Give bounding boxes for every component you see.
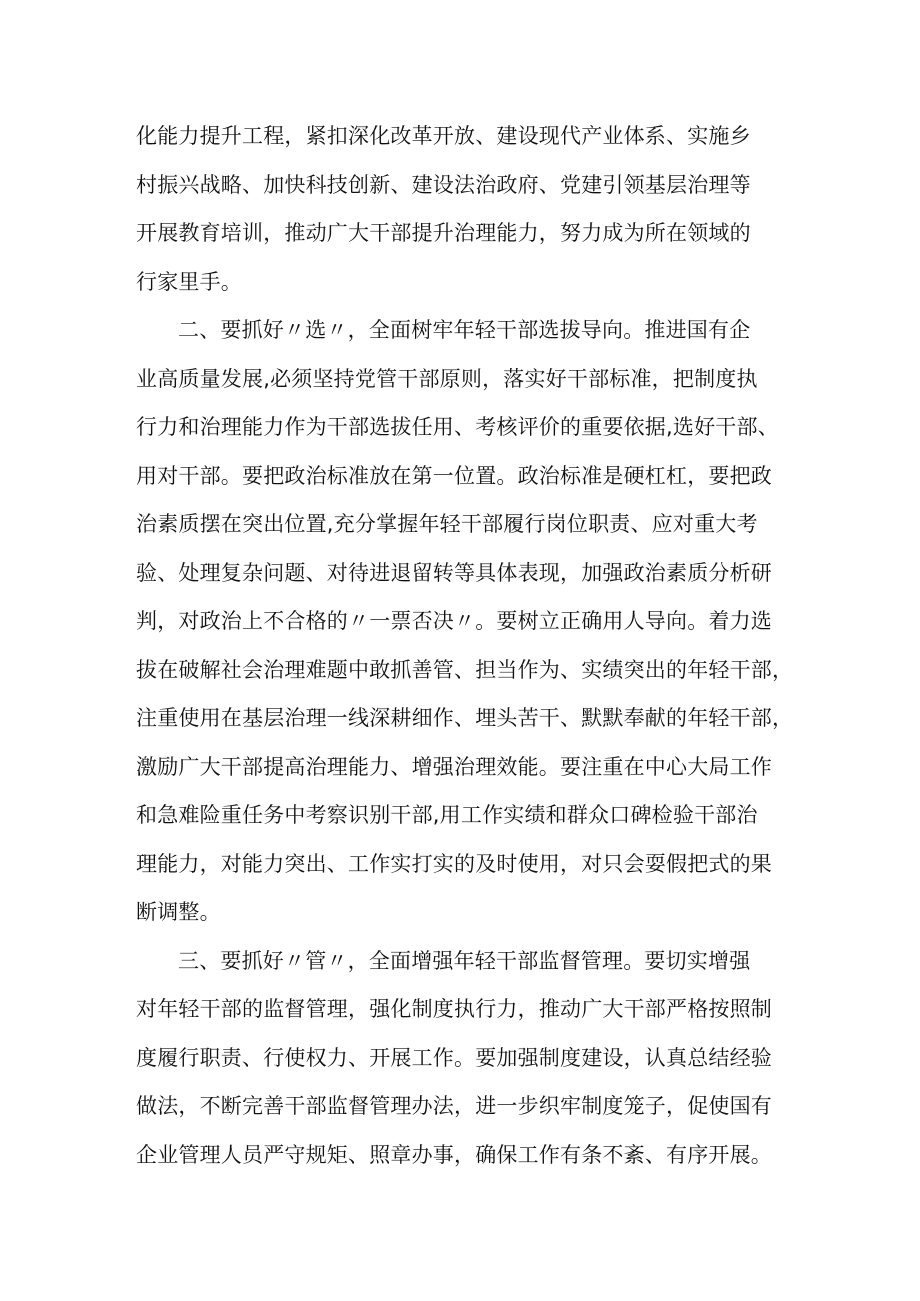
text-line: 判，对政治上不合格的〃一票否决〃。要树立正确用人导向。着力选 [136,609,772,633]
text-line: 二、要抓好〃选〃，全面树牢年轻干部选拔导向。推进国有企 [178,318,751,342]
text-line: 村振兴战略、加快科技创新、建设法治政府、党建引领基层治理等 [136,172,751,197]
text-line: 治素质摆在突出位置,充分掌握年轻干部履行岗位职责、应对重大考 [136,512,758,536]
document-body [136,112,796,1179]
paragraph-continued [136,112,796,306]
text-line: 行力和治理能力作为干部选拔任用、考核评价的重要依据,选好干部、 [136,415,779,439]
text-line: 行家里手。 [136,269,242,294]
text-line: 三、要抓好〃管〃，全面增强年轻干部监督管理。要切实增强 [178,948,751,973]
text-line: 和急难险重任务中考察识别干部,用工作实绩和群众口碑检验干部治 [136,803,758,827]
text-line: 注重使用在基层治理一线深耕细作、埋头苦干、默默奉献的年轻干部， [136,706,794,730]
paragraph-section-three [136,937,796,1180]
text-line: 业高质量发展,必须坚持党管干部原则，落实好干部标准，把制度执 [136,366,758,391]
text-line: 做法，不断完善干部监督管理办法，进一步织牢制度笼子，促使国有 [136,1094,772,1118]
text-line: 激励广大干部提高治理能力、增强治理效能。要注重在中心大局工作 [136,754,772,779]
text-line: 拔在破解社会治理难题中敢抓善管、担当作为、实绩突出的年轻干部， [136,657,794,682]
text-line: 验、处理复杂问题、对待进退留转等具体表现，加强政治素质分析研 [136,560,772,585]
text-line: 断调整。 [136,900,221,924]
paragraph-section-two [136,306,796,937]
text-line: 对年轻干部的监督管理，强化制度执行力，推动广大干部严格按照制 [136,997,772,1021]
text-line: 用对干部。要把政治标准放在第一位置。政治标准是硬杠杠，要把政 [136,463,772,488]
text-line: 理能力，对能力突出、工作实打实的及时使用，对只会耍假把式的果 [136,851,772,876]
text-line: 度履行职责、行使权力、开展工作。要加强制度建设，认真总结经验 [136,1045,772,1070]
text-line: 开展教育培训，推动广大干部提升治理能力，努力成为所在领域的 [136,221,751,245]
text-line: 企业管理人员严守规矩、照章办事，确保工作有条不紊、有序开展。 [136,1142,772,1167]
text-line: 化能力提升工程，紧扣深化改革开放、建设现代产业体系、实施乡 [136,124,751,148]
